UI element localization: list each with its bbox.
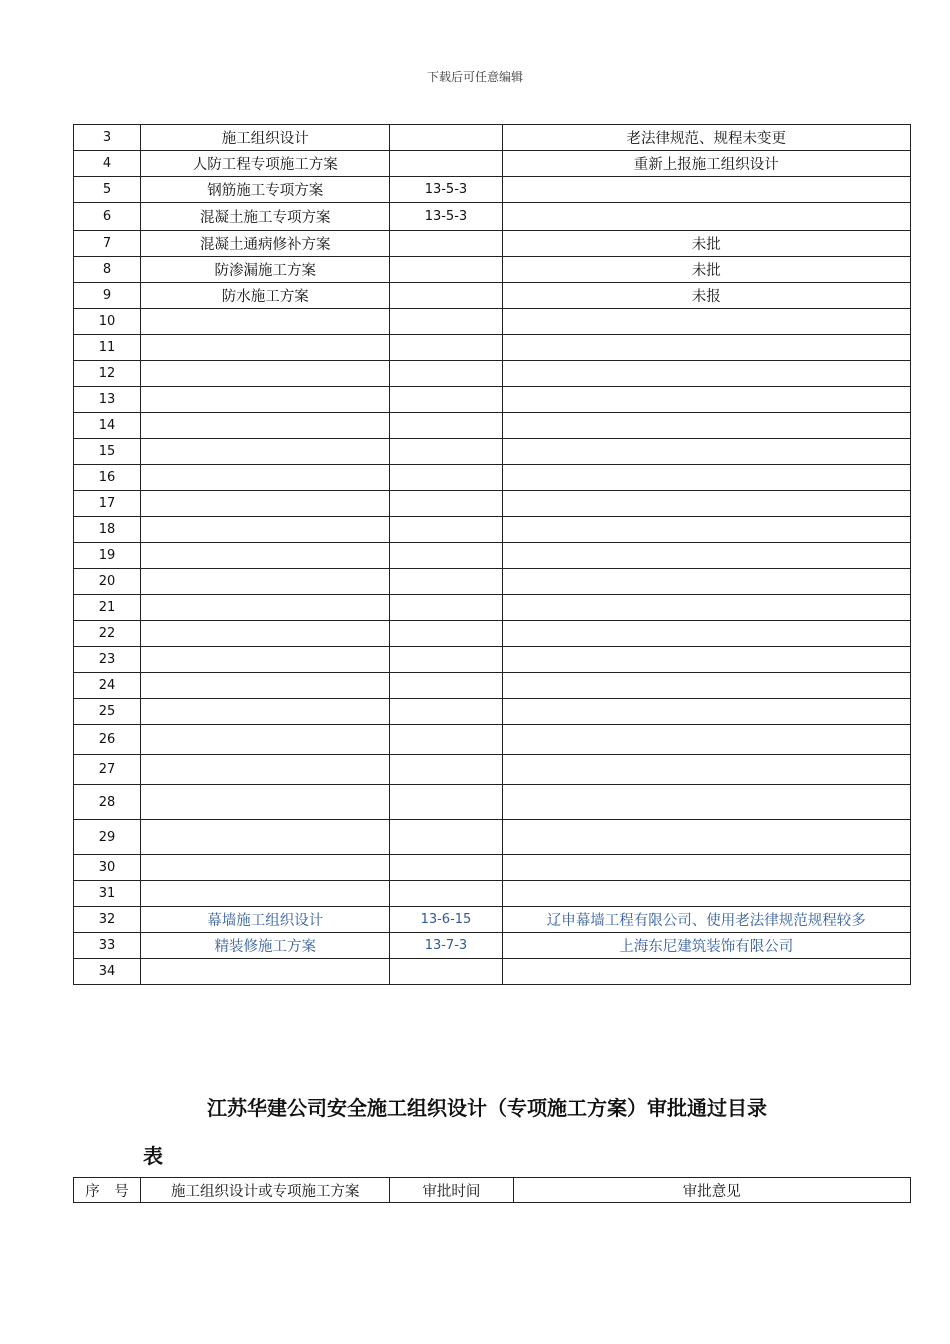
approval-date bbox=[390, 569, 502, 595]
row-number: 22 bbox=[74, 621, 141, 647]
approval-date: 13-5-3 bbox=[390, 203, 502, 231]
approval-date bbox=[390, 725, 502, 755]
plan-name bbox=[141, 335, 390, 361]
table-row bbox=[74, 543, 911, 569]
column-header-no: 序 号 bbox=[74, 1178, 141, 1203]
approval-opinion: 重新上报施工组织设计 bbox=[502, 151, 911, 177]
table-row bbox=[74, 387, 911, 413]
approval-table-body bbox=[74, 125, 911, 985]
approval-opinion bbox=[502, 413, 911, 439]
row-number: 32 bbox=[74, 907, 141, 933]
row-number: 15 bbox=[74, 439, 141, 465]
table-row bbox=[74, 517, 911, 543]
approval-date bbox=[390, 621, 502, 647]
row-number: 10 bbox=[74, 309, 141, 335]
approval-opinion bbox=[502, 387, 911, 413]
row-number: 16 bbox=[74, 465, 141, 491]
approval-opinion bbox=[502, 725, 911, 755]
table-row bbox=[74, 257, 911, 283]
row-number: 34 bbox=[74, 959, 141, 985]
table-row bbox=[74, 231, 911, 257]
approval-date bbox=[390, 439, 502, 465]
plan-name: 幕墙施工组织设计 bbox=[141, 907, 390, 933]
table-row bbox=[74, 933, 911, 959]
table-row bbox=[74, 491, 911, 517]
row-number: 29 bbox=[74, 820, 141, 855]
row-number: 3 bbox=[74, 125, 141, 151]
row-number: 4 bbox=[74, 151, 141, 177]
row-number: 18 bbox=[74, 517, 141, 543]
approval-opinion: 上海东尼建筑装饰有限公司 bbox=[502, 933, 911, 959]
approval-date bbox=[390, 491, 502, 517]
plan-name bbox=[141, 595, 390, 621]
table-row bbox=[74, 595, 911, 621]
row-number: 25 bbox=[74, 699, 141, 725]
row-number: 26 bbox=[74, 725, 141, 755]
plan-name: 混凝土施工专项方案 bbox=[141, 203, 390, 231]
approval-date: 13-5-3 bbox=[390, 177, 502, 203]
row-number: 23 bbox=[74, 647, 141, 673]
plan-name: 钢筋施工专项方案 bbox=[141, 177, 390, 203]
approval-opinion bbox=[502, 361, 911, 387]
approval-opinion bbox=[502, 881, 911, 907]
approval-date bbox=[390, 361, 502, 387]
plan-name: 人防工程专项施工方案 bbox=[141, 151, 390, 177]
table-row bbox=[74, 413, 911, 439]
approval-opinion bbox=[502, 465, 911, 491]
row-number: 7 bbox=[74, 231, 141, 257]
table-row bbox=[74, 335, 911, 361]
approval-date bbox=[390, 755, 502, 785]
approval-opinion: 老法律规范、规程未变更 bbox=[502, 125, 911, 151]
row-number: 13 bbox=[74, 387, 141, 413]
approval-date bbox=[390, 231, 502, 257]
row-number: 33 bbox=[74, 933, 141, 959]
approval-opinion bbox=[502, 309, 911, 335]
table-row bbox=[74, 203, 911, 231]
table-row bbox=[74, 309, 911, 335]
plan-name bbox=[141, 725, 390, 755]
approval-date bbox=[390, 309, 502, 335]
row-number: 5 bbox=[74, 177, 141, 203]
approval-opinion: 未批 bbox=[502, 231, 911, 257]
approval-opinion bbox=[502, 517, 911, 543]
table-row bbox=[74, 647, 911, 673]
row-number: 14 bbox=[74, 413, 141, 439]
approval-opinion bbox=[502, 203, 911, 231]
row-number: 31 bbox=[74, 881, 141, 907]
column-header-opinion: 审批意见 bbox=[513, 1178, 910, 1203]
approval-opinion bbox=[502, 959, 911, 985]
approval-opinion bbox=[502, 621, 911, 647]
plan-name: 精装修施工方案 bbox=[141, 933, 390, 959]
column-header-name: 施工组织设计或专项施工方案 bbox=[141, 1178, 390, 1203]
approval-date: 13-7-3 bbox=[390, 933, 502, 959]
plan-name bbox=[141, 755, 390, 785]
approval-table bbox=[73, 124, 911, 985]
approval-date bbox=[390, 595, 502, 621]
row-number: 30 bbox=[74, 855, 141, 881]
plan-name bbox=[141, 621, 390, 647]
approval-date bbox=[390, 699, 502, 725]
approval-opinion bbox=[502, 820, 911, 855]
approval-date bbox=[390, 855, 502, 881]
approval-date: 13-6-15 bbox=[390, 907, 502, 933]
table-row bbox=[74, 959, 911, 985]
row-number: 27 bbox=[74, 755, 141, 785]
plan-name bbox=[141, 855, 390, 881]
approval-opinion bbox=[502, 177, 911, 203]
plan-name bbox=[141, 820, 390, 855]
table-row bbox=[74, 755, 911, 785]
row-number: 21 bbox=[74, 595, 141, 621]
approval-date bbox=[390, 543, 502, 569]
table-row bbox=[74, 673, 911, 699]
row-number: 28 bbox=[74, 785, 141, 820]
approval-opinion bbox=[502, 647, 911, 673]
plan-name bbox=[141, 673, 390, 699]
approval-date bbox=[390, 125, 502, 151]
approval-opinion bbox=[502, 755, 911, 785]
table-row bbox=[74, 699, 911, 725]
catalog-header-table bbox=[73, 1177, 911, 1203]
row-number: 19 bbox=[74, 543, 141, 569]
approval-opinion bbox=[502, 491, 911, 517]
approval-opinion bbox=[502, 855, 911, 881]
approval-opinion bbox=[502, 595, 911, 621]
plan-name: 防水施工方案 bbox=[141, 283, 390, 309]
plan-name bbox=[141, 361, 390, 387]
row-number: 17 bbox=[74, 491, 141, 517]
approval-opinion bbox=[502, 543, 911, 569]
plan-name bbox=[141, 959, 390, 985]
table-row bbox=[74, 465, 911, 491]
approval-date bbox=[390, 881, 502, 907]
row-number: 8 bbox=[74, 257, 141, 283]
table-row bbox=[74, 907, 911, 933]
approval-date bbox=[390, 335, 502, 361]
plan-name bbox=[141, 517, 390, 543]
approval-opinion: 未报 bbox=[502, 283, 911, 309]
row-number: 6 bbox=[74, 203, 141, 231]
approval-opinion bbox=[502, 785, 911, 820]
approval-opinion: 未批 bbox=[502, 257, 911, 283]
approval-date bbox=[390, 673, 502, 699]
table-row bbox=[74, 820, 911, 855]
approval-date bbox=[390, 647, 502, 673]
table-row bbox=[74, 125, 911, 151]
table-row bbox=[74, 725, 911, 755]
approval-opinion bbox=[502, 699, 911, 725]
plan-name bbox=[141, 881, 390, 907]
approval-opinion bbox=[502, 673, 911, 699]
table-row bbox=[74, 569, 911, 595]
approval-date bbox=[390, 820, 502, 855]
approval-date bbox=[390, 257, 502, 283]
column-header-date: 审批时间 bbox=[390, 1178, 513, 1203]
plan-name: 防渗漏施工方案 bbox=[141, 257, 390, 283]
table-row bbox=[74, 361, 911, 387]
table-row bbox=[74, 283, 911, 309]
plan-name bbox=[141, 647, 390, 673]
approval-date bbox=[390, 413, 502, 439]
catalog-header-row bbox=[74, 1178, 911, 1203]
approval-date bbox=[390, 387, 502, 413]
approval-date bbox=[390, 785, 502, 820]
row-number: 9 bbox=[74, 283, 141, 309]
table-row bbox=[74, 855, 911, 881]
plan-name bbox=[141, 785, 390, 820]
table-row bbox=[74, 151, 911, 177]
approval-opinion: 辽申幕墙工程有限公司、使用老法律规范规程较多 bbox=[502, 907, 911, 933]
approval-date bbox=[390, 959, 502, 985]
row-number: 12 bbox=[74, 361, 141, 387]
plan-name bbox=[141, 309, 390, 335]
plan-name bbox=[141, 699, 390, 725]
plan-name bbox=[141, 569, 390, 595]
table-row bbox=[74, 785, 911, 820]
row-number: 11 bbox=[74, 335, 141, 361]
approval-date bbox=[390, 151, 502, 177]
plan-name bbox=[141, 413, 390, 439]
approval-date bbox=[390, 283, 502, 309]
table-row bbox=[74, 177, 911, 203]
table-row bbox=[74, 439, 911, 465]
plan-name bbox=[141, 491, 390, 517]
plan-name bbox=[141, 543, 390, 569]
section-title: 江苏华建公司安全施工组织设计（专项施工方案）审批通过目录 bbox=[207, 1096, 767, 1120]
approval-opinion bbox=[502, 569, 911, 595]
row-number: 24 bbox=[74, 673, 141, 699]
plan-name: 施工组织设计 bbox=[141, 125, 390, 151]
plan-name bbox=[141, 387, 390, 413]
approval-date bbox=[390, 517, 502, 543]
page-header-note: 下载后可任意编辑 bbox=[426, 70, 523, 84]
table-row bbox=[74, 881, 911, 907]
section-title-continuation: 表 bbox=[143, 1144, 163, 1168]
table-row bbox=[74, 621, 911, 647]
plan-name: 混凝土通病修补方案 bbox=[141, 231, 390, 257]
plan-name bbox=[141, 465, 390, 491]
plan-name bbox=[141, 439, 390, 465]
approval-opinion bbox=[502, 335, 911, 361]
row-number: 20 bbox=[74, 569, 141, 595]
approval-date bbox=[390, 465, 502, 491]
approval-opinion bbox=[502, 439, 911, 465]
